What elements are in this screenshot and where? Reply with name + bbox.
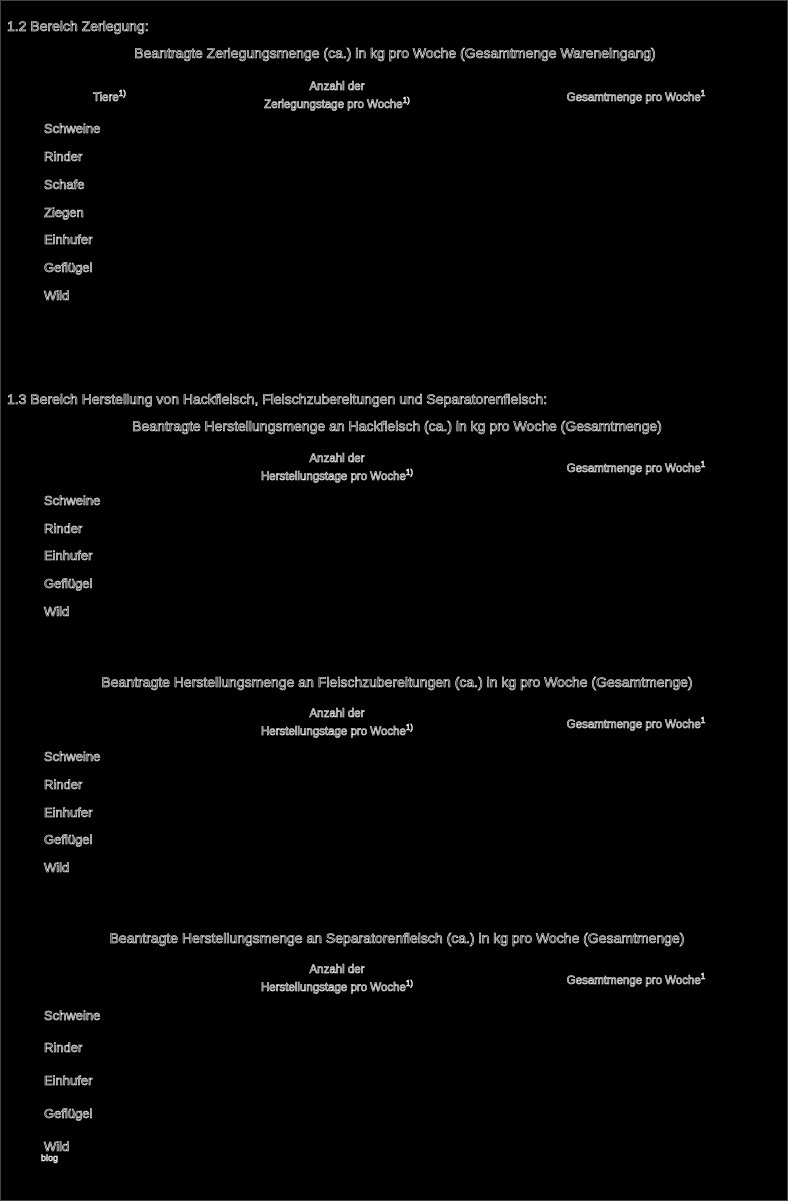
fleischzubereitungen-subtitle: Beantragte Herstellungsmenge an Fleischzubereitungen (ca.) in kg pro Woche (Gesamtmenge) — [101, 674, 693, 690]
row-label: Wild — [44, 288, 70, 303]
row-label: Wild — [44, 604, 70, 619]
row-label: Einhufer — [44, 232, 93, 247]
row-label: Rinder — [44, 1040, 83, 1055]
row-label: Einhufer — [44, 805, 93, 820]
row-label: Schweine — [44, 1008, 101, 1023]
col-header-gesamtmenge: Gesamtmenge pro Woche$^1$ — [566, 716, 706, 731]
row-label: Geflügel — [44, 832, 93, 847]
col-header-zerlegungstage: Anzahl der Zerlegungstage pro Woche$^{1)}$ — [264, 81, 410, 111]
row-label: Geflügel — [44, 1106, 93, 1121]
col-header-gesamtmenge: Gesamtmenge pro Woche$^1$ — [566, 972, 706, 987]
col-header-herstellungstage: Anzahl der Herstellungstage pro Woche$^{1)}$ — [260, 708, 414, 738]
section-1-2-heading: 1.2 Bereich Zerlegung: — [7, 18, 149, 34]
separatorenfleisch-subtitle: Beantragte Herstellungsmenge an Separatorenfleisch (ca.) in kg pro Woche (Gesamtmenge) — [109, 930, 685, 946]
col-header-herstellungstage: Anzahl der Herstellungstage pro Woche$^{1)}$ — [260, 964, 414, 994]
row-label: Wild — [44, 860, 70, 875]
col-header-tiere: Tiere$^{1)}$ — [93, 89, 126, 104]
footer-note: blog — [41, 1153, 59, 1163]
col-header-gesamtmenge: Gesamtmenge pro Woche$^1$ — [566, 460, 706, 475]
col-header-gesamtmenge: Gesamtmenge pro Woche$^1$ — [566, 89, 706, 104]
section-1-2-subtitle: Beantragte Zerlegungsmenge (ca.) in kg pro Woche (Gesamtmenge Wareneingang) — [134, 45, 656, 61]
row-label: Wild — [44, 1139, 70, 1154]
row-label: Schweine — [44, 121, 101, 136]
row-label: Schweine — [44, 493, 101, 508]
row-label: Einhufer — [44, 548, 93, 563]
row-label: Schweine — [44, 749, 101, 764]
col-header-herstellungstage: Anzahl der Herstellungstage pro Woche$^{1)}$ — [260, 453, 414, 483]
row-label: Rinder — [44, 149, 83, 164]
row-label: Einhufer — [44, 1073, 93, 1088]
row-label: Rinder — [44, 521, 83, 536]
hackfleisch-subtitle: Beantragte Herstellungsmenge an Hackfleisch (ca.) in kg pro Woche (Gesamtmenge) — [132, 418, 662, 434]
row-label: Geflügel — [44, 576, 93, 591]
row-label: Geflügel — [44, 260, 93, 275]
section-1-3-heading: 1.3 Bereich Herstellung von Hackfleisch, Fleischzubereitungen und Separatorenfleisch: — [7, 391, 548, 407]
row-label: Rinder — [44, 777, 83, 792]
row-label: Ziegen — [44, 205, 84, 220]
row-label: Schafe — [44, 177, 85, 192]
